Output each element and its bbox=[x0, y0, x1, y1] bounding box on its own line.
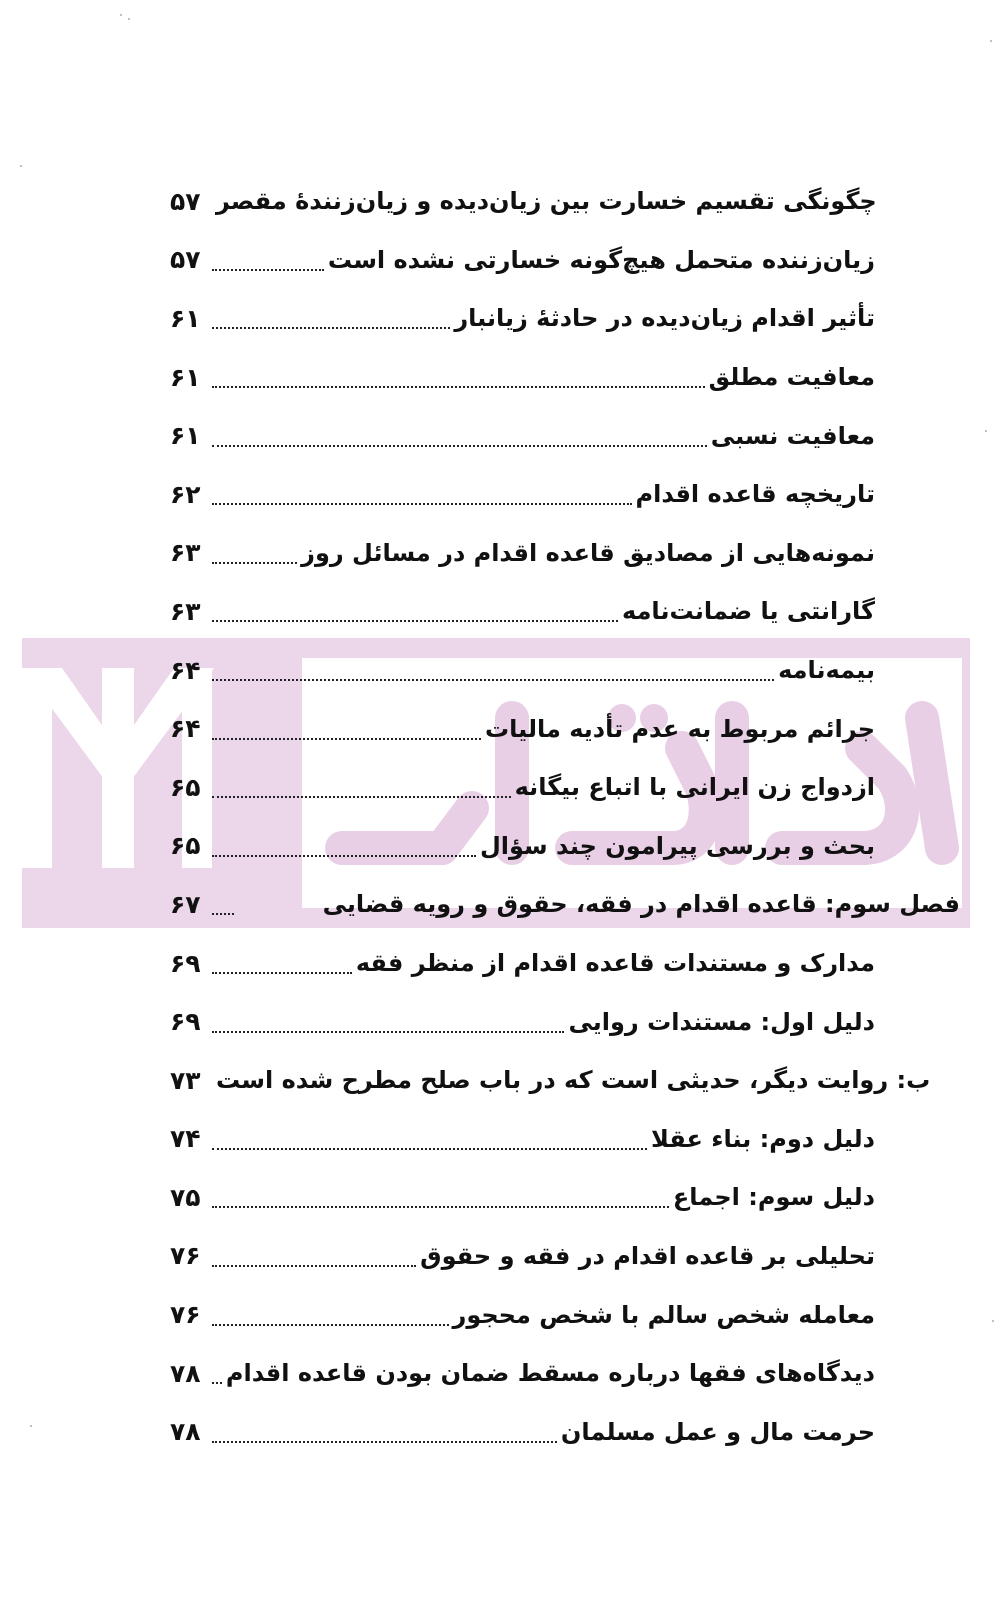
toc-title: تحلیلی بر قاعده اقدام در فقه و حقوق bbox=[420, 1241, 875, 1270]
dot-leader bbox=[212, 620, 618, 622]
toc-title: مدارک و مستندات قاعده اقدام از منظر فقه bbox=[355, 949, 875, 978]
toc-entry[interactable] bbox=[170, 758, 875, 817]
scan-speck bbox=[128, 18, 130, 20]
toc-page-number: ۵۷ bbox=[170, 245, 201, 275]
table-of-contents bbox=[170, 172, 960, 1461]
toc-page-number: ۶۵ bbox=[170, 831, 201, 861]
dot-leader bbox=[212, 738, 481, 740]
toc-title: معافیت نسبی bbox=[710, 421, 875, 450]
toc-title: ب: روایت دیگر، حدیثی است که در باب صلح مطرح شده است bbox=[216, 1066, 931, 1095]
toc-title: گارانتی یا ضمانت‌نامه bbox=[622, 597, 875, 626]
toc-entry[interactable] bbox=[170, 172, 875, 231]
toc-title: دلیل اول: مستندات روایی bbox=[568, 1007, 875, 1036]
dot-leader bbox=[212, 1441, 557, 1443]
dot-leader bbox=[212, 386, 705, 388]
toc-page-number: ۷۸ bbox=[170, 1417, 201, 1447]
toc-entry[interactable] bbox=[170, 524, 875, 583]
toc-page-number: ۷۴ bbox=[170, 1124, 201, 1154]
toc-title: بحث و بررسی پیرامون چند سؤال bbox=[479, 831, 875, 860]
toc-title: زیان‌زننده متحمل هیچ‌گونه خسارتی نشده است bbox=[327, 245, 875, 274]
dot-leader bbox=[212, 327, 450, 329]
dot-leader bbox=[212, 562, 297, 564]
toc-title: دیدگاه‌های فقها درباره مسقط ضمان بودن قاعده اقدام bbox=[225, 1359, 875, 1388]
toc-entry[interactable] bbox=[170, 699, 875, 758]
toc-entry[interactable] bbox=[170, 582, 875, 641]
dot-leader bbox=[212, 1382, 222, 1384]
toc-page-number: ۷۶ bbox=[170, 1241, 201, 1271]
toc-page-number: ۵۷ bbox=[170, 186, 201, 216]
toc-page-number: ۶۹ bbox=[170, 948, 201, 978]
scan-speck bbox=[20, 165, 22, 167]
toc-page-number: ۶۱ bbox=[170, 303, 201, 333]
toc-entry[interactable] bbox=[170, 817, 875, 876]
toc-entry[interactable] bbox=[170, 1285, 875, 1344]
dot-leader bbox=[212, 269, 324, 271]
dot-leader bbox=[212, 445, 707, 447]
toc-page-number: ۶۹ bbox=[170, 1007, 201, 1037]
toc-page-number: ۷۶ bbox=[170, 1300, 201, 1330]
toc-page-number: ۶۴ bbox=[170, 714, 201, 744]
scan-speck bbox=[985, 430, 987, 432]
toc-entry[interactable] bbox=[170, 231, 875, 290]
toc-title: دلیل سوم: اجماع bbox=[672, 1183, 875, 1212]
toc-title: حرمت مال و عمل مسلمان bbox=[560, 1417, 875, 1446]
dot-leader bbox=[212, 972, 352, 974]
toc-entry[interactable] bbox=[170, 1051, 931, 1110]
toc-page-number: ۷۸ bbox=[170, 1358, 201, 1388]
dot-leader bbox=[212, 913, 234, 915]
toc-chapter-title: فصل سوم: قاعده اقدام در فقه، حقوق و رویه قضایی bbox=[322, 890, 960, 919]
dot-leader bbox=[212, 679, 774, 681]
toc-page-number: ۶۵ bbox=[170, 772, 201, 802]
toc-entry[interactable] bbox=[170, 1110, 875, 1169]
toc-entry[interactable] bbox=[170, 1344, 875, 1403]
toc-entry[interactable] bbox=[170, 1227, 875, 1286]
toc-entry[interactable] bbox=[170, 348, 875, 407]
toc-page-number: ۶۱ bbox=[170, 362, 201, 392]
toc-title: تأثیر اقدام زیان‌دیده در حادثهٔ زیانبار bbox=[454, 304, 875, 333]
dot-leader bbox=[212, 503, 632, 505]
toc-page-number: ۶۱ bbox=[170, 421, 201, 451]
toc-title: دلیل دوم: بناء عقلا bbox=[650, 1124, 875, 1153]
toc-entry[interactable] bbox=[170, 992, 875, 1051]
toc-entry[interactable] bbox=[170, 641, 875, 700]
toc-title: نمونه‌هایی از مصادیق قاعده اقدام در مسائل روز bbox=[301, 538, 875, 567]
toc-page-number: ۶۴ bbox=[170, 655, 201, 685]
toc-page-number: ۷۵ bbox=[170, 1182, 201, 1212]
toc-page-number: ۶۷ bbox=[170, 889, 201, 919]
toc-entry[interactable] bbox=[170, 465, 875, 524]
toc-entry[interactable] bbox=[170, 406, 875, 465]
dot-leader bbox=[212, 855, 476, 857]
toc-chapter-entry[interactable] bbox=[170, 875, 960, 934]
toc-title: تاریخچه قاعده اقدام bbox=[635, 480, 875, 509]
toc-title: ازدواج زن ایرانی با اتباع بیگانه bbox=[514, 773, 875, 802]
dot-leader bbox=[212, 1031, 564, 1033]
toc-title: معافیت مطلق bbox=[708, 363, 875, 392]
scan-speck bbox=[992, 1320, 994, 1322]
toc-title: بیمه‌نامه bbox=[778, 656, 875, 685]
toc-title: چگونگی تقسیم خسارت بین زیان‌دیده و زیان‌زنندهٔ مقصر bbox=[216, 187, 877, 216]
toc-page-number: ۶۲ bbox=[170, 479, 201, 509]
dot-leader bbox=[212, 1324, 449, 1326]
toc-page-number: ۶۳ bbox=[170, 596, 201, 626]
toc-page-number: ۷۳ bbox=[170, 1065, 201, 1095]
dot-leader bbox=[212, 1148, 647, 1150]
dot-leader bbox=[212, 1265, 416, 1267]
toc-entry[interactable] bbox=[170, 1168, 875, 1227]
dot-leader bbox=[212, 796, 511, 798]
toc-entry[interactable] bbox=[170, 1402, 875, 1461]
toc-title: جرائم مربوط به عدم تأدیه مالیات bbox=[485, 714, 875, 743]
dot-leader bbox=[212, 1206, 669, 1208]
scan-speck bbox=[990, 40, 992, 42]
toc-entry[interactable] bbox=[170, 289, 875, 348]
scan-speck bbox=[120, 14, 122, 16]
toc-page-number: ۶۳ bbox=[170, 538, 201, 568]
scan-speck bbox=[30, 1425, 32, 1427]
toc-title: معامله شخص سالم با شخص محجور bbox=[452, 1300, 875, 1329]
toc-entry[interactable] bbox=[170, 934, 875, 993]
